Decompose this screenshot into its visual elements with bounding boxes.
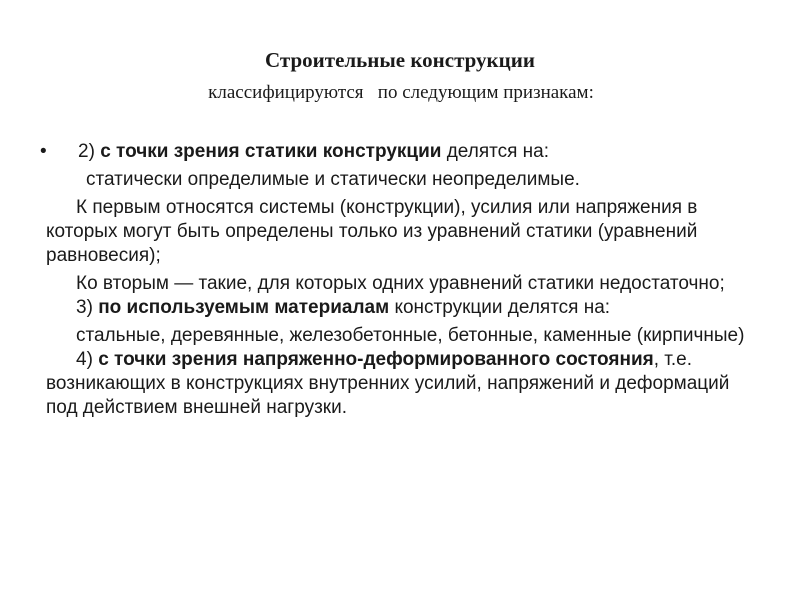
item-3-materials-indent: стальные, деревянные, железобетонные, бетонные, <box>76 325 539 346</box>
item-4-bold: с точки зрения напряженно-деформированного состояния <box>98 349 654 370</box>
item-2-rest: делятся на: <box>441 141 550 162</box>
slide-subtitle: классифицируются по следующим признакам: <box>208 82 594 103</box>
item-2-first-indent: К первым относятся системы (конструкции), усилия или <box>76 197 571 218</box>
item-3-materials <box>46 324 756 348</box>
item-2-first-rest: напряжения в которых могут быть определены только из уравнений статики (уравнений равновесия); <box>46 197 698 266</box>
item-2-heading <box>40 140 756 164</box>
item-4-number: 4) <box>76 349 93 370</box>
item-3-heading <box>46 296 756 320</box>
item-2-number: 2) <box>78 141 95 162</box>
item-3-materials-rest: каменные (кирпичные) <box>543 325 745 346</box>
slide-title: Строительные конструкции <box>265 48 535 72</box>
item-4-paragraph <box>46 348 756 420</box>
item-2-second-rest: статики недостаточно; <box>527 273 725 294</box>
item-2-types: статически определимые и статически неопределимые. <box>86 169 580 190</box>
item-2-second-indent: Ко вторым — такие, для которых одних уравнений <box>76 273 523 294</box>
slide-header <box>0 46 800 106</box>
slide-body <box>40 140 756 420</box>
item-2-second-paragraph <box>46 272 756 296</box>
item-3-rest: конструкции делятся на: <box>389 297 611 318</box>
item-4-rest: , т.е. возникающих в конструкциях внутренних усилий, напряжений и деформаций под действием внешней нагрузки. <box>46 349 730 418</box>
bullet-icon: • <box>40 141 47 162</box>
item-2-first-paragraph <box>46 196 756 268</box>
item-3-number: 3) <box>76 297 93 318</box>
item-2-bold: с точки зрения статики конструкции <box>100 141 442 162</box>
item-3-bold: по используемым материалам <box>98 297 390 318</box>
